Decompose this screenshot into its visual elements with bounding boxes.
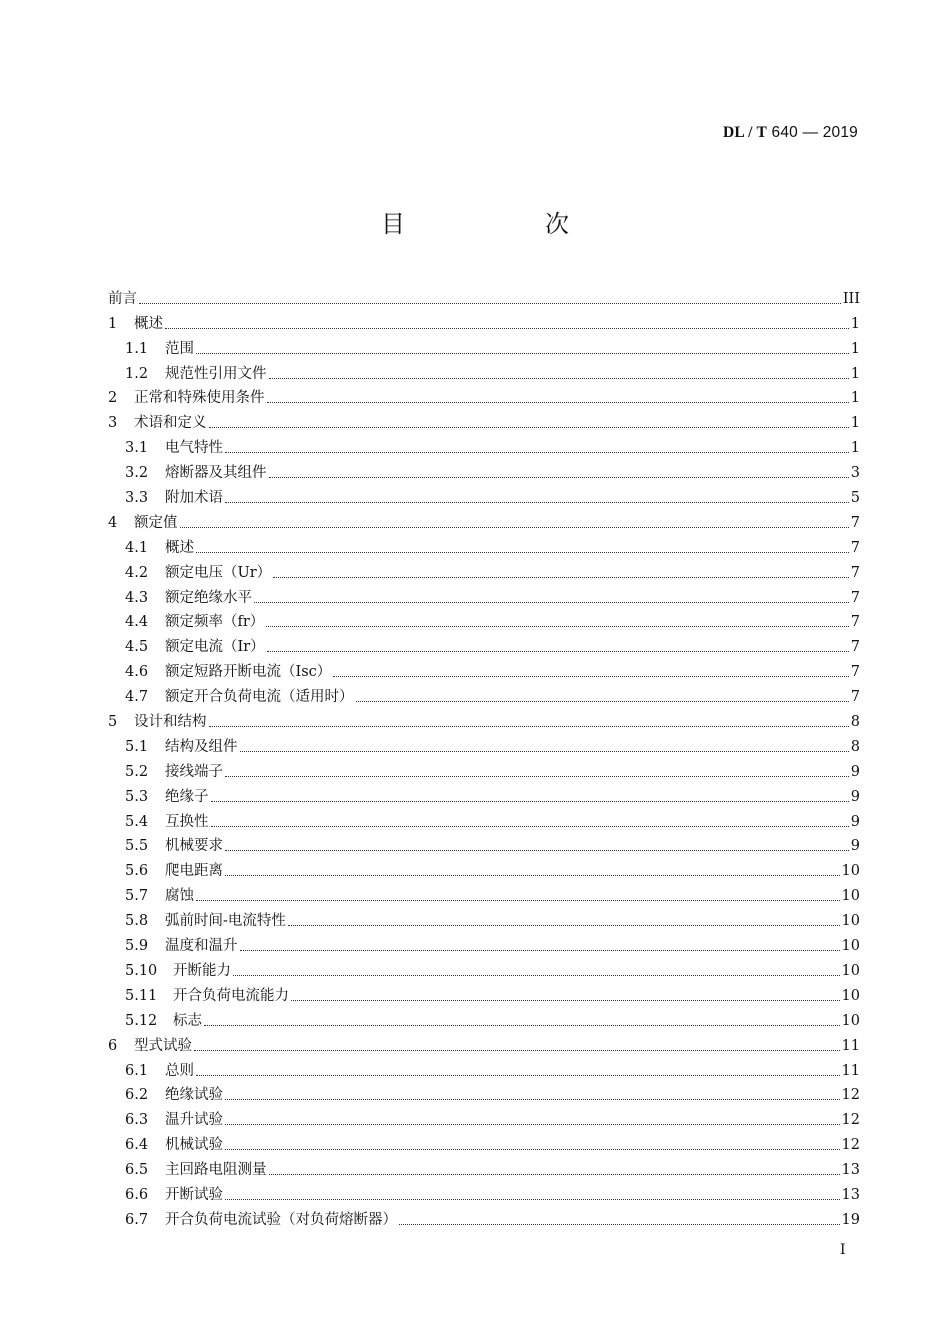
- dot-leader: [240, 949, 840, 951]
- toc-entry-title: 额定电流（Ir）: [165, 639, 265, 656]
- toc-entry[interactable]: [108, 583, 860, 608]
- toc-entry-number: 4.2: [125, 564, 149, 581]
- dot-leader: [225, 849, 849, 851]
- toc-entry[interactable]: [108, 856, 860, 881]
- toc-entry-number: 6.7: [125, 1211, 149, 1228]
- dot-leader: [211, 825, 849, 827]
- toc-entry-number: 1: [108, 315, 118, 332]
- toc-entry-page: 7: [850, 689, 860, 706]
- dot-leader: [225, 1123, 840, 1125]
- toc-entry[interactable]: [108, 483, 860, 508]
- toc-entry-number: 5.1: [125, 738, 149, 755]
- toc-entry-page: 12: [841, 1087, 860, 1104]
- toc-entry-title: 主回路电阻测量: [165, 1162, 267, 1179]
- toc-entry-title: 互换性: [165, 813, 209, 830]
- dot-leader: [209, 426, 849, 428]
- toc-entry-page: 5: [850, 490, 860, 507]
- toc-entry[interactable]: [108, 408, 860, 433]
- dot-leader: [196, 551, 849, 553]
- toc-entry[interactable]: [108, 359, 860, 384]
- standard-code: [723, 124, 858, 142]
- toc-entry-title: 正常和特殊使用条件: [134, 390, 265, 407]
- toc-entry-number: 5.12: [125, 1012, 158, 1029]
- toc-entry-title: 接线端子: [165, 763, 223, 780]
- toc-entry-title: 结构及组件: [165, 738, 238, 755]
- toc-entry[interactable]: [108, 1081, 860, 1106]
- dot-leader: [356, 700, 849, 702]
- toc-entry[interactable]: [108, 807, 860, 832]
- dot-leader: [254, 601, 849, 603]
- toc-entry-title: 开合负荷电流试验（对负荷熔断器）: [165, 1211, 397, 1228]
- toc-entry[interactable]: [108, 1130, 860, 1155]
- toc-entry[interactable]: [108, 956, 860, 981]
- toc-entry-number: 4.7: [125, 689, 149, 706]
- dot-leader: [269, 1173, 840, 1175]
- dot-leader: [267, 650, 849, 652]
- toc-entry[interactable]: [108, 832, 860, 857]
- toc-entry[interactable]: [108, 384, 860, 409]
- toc-entry-number: 6: [108, 1037, 118, 1054]
- toc-entry-page: 10: [841, 987, 860, 1004]
- dot-leader: [225, 451, 849, 453]
- toc-entry-page: 7: [850, 614, 860, 631]
- toc-entry-page: 9: [850, 763, 860, 780]
- toc-entry-number: 5.6: [125, 863, 149, 880]
- dot-leader: [273, 576, 849, 578]
- toc-entry-title: 型式试验: [134, 1037, 192, 1054]
- page-title: 目 次: [381, 210, 627, 238]
- standard-number: 640 — 2019: [771, 124, 858, 141]
- toc-entry-number: 5.11: [125, 987, 158, 1004]
- toc-entry-number: 6.3: [125, 1112, 149, 1129]
- toc-entry-number: 3.3: [125, 490, 149, 507]
- toc-entry-page: 10: [841, 913, 860, 930]
- toc-entry-title: 标志: [173, 1012, 202, 1029]
- dot-leader: [225, 874, 840, 876]
- toc-entry-page: 3: [850, 465, 860, 482]
- toc-entry-page: 7: [850, 589, 860, 606]
- toc-entry-title: 额定电压（Ur）: [165, 564, 272, 581]
- toc-entry-page: 10: [841, 938, 860, 955]
- toc-entry-page: 7: [850, 539, 860, 556]
- dot-leader: [196, 899, 840, 901]
- toc-entry-title: 额定值: [134, 514, 178, 531]
- toc-entry-number: 5.7: [125, 888, 149, 905]
- toc-entry-title: 开断试验: [165, 1186, 223, 1203]
- toc-entry-number: 2: [108, 390, 118, 407]
- toc-entry-page: 12: [841, 1137, 860, 1154]
- toc-entry-page: 11: [841, 1062, 860, 1079]
- dot-leader: [267, 401, 849, 403]
- toc-entry[interactable]: [108, 334, 860, 359]
- dot-leader: [209, 725, 849, 727]
- dot-leader: [269, 377, 849, 379]
- toc-entry-page: 1: [850, 415, 860, 432]
- toc-entry-number: 5.8: [125, 913, 149, 930]
- toc-entry[interactable]: [108, 1105, 860, 1130]
- toc-entry[interactable]: [108, 1205, 860, 1230]
- toc-entry-page: 1: [850, 340, 860, 357]
- toc-entry-page: 8: [850, 738, 860, 755]
- toc-entry-title: 腐蚀: [165, 888, 194, 905]
- toc-entry-page: III: [842, 290, 860, 307]
- toc-entry[interactable]: [108, 682, 860, 707]
- dot-leader: [288, 924, 840, 926]
- toc-entry[interactable]: [108, 1031, 860, 1056]
- toc-entry-title: 范围: [165, 340, 194, 357]
- toc-entry[interactable]: [108, 881, 860, 906]
- toc-entry-title: 额定开合负荷电流（适用时）: [165, 689, 354, 706]
- dot-leader: [225, 1198, 840, 1200]
- toc-entry-number: 6.2: [125, 1087, 149, 1104]
- toc-entry[interactable]: [108, 657, 860, 682]
- toc-entry-page: 10: [841, 1012, 860, 1029]
- toc-entry[interactable]: [108, 1180, 860, 1205]
- dot-leader: [165, 327, 849, 329]
- toc-entry-page: 10: [841, 888, 860, 905]
- toc-entry-title: 绝缘子: [165, 788, 209, 805]
- toc-entry[interactable]: [108, 782, 860, 807]
- dot-leader: [225, 775, 849, 777]
- toc-entry-number: 6.4: [125, 1137, 149, 1154]
- dot-leader: [266, 625, 848, 627]
- toc-entry-page: 7: [850, 564, 860, 581]
- toc-entry-number: 4.6: [125, 664, 149, 681]
- toc-entry-number: 3.2: [125, 465, 149, 482]
- toc-entry-page: 9: [850, 788, 860, 805]
- toc-entry-page: 12: [841, 1112, 860, 1129]
- toc-entry-page: 9: [850, 813, 860, 830]
- toc-entry-page: 1: [850, 315, 860, 332]
- toc-entry[interactable]: [108, 558, 860, 583]
- dot-leader: [194, 1049, 840, 1051]
- toc-entry-number: 3.1: [125, 440, 149, 457]
- toc-entry-page: 1: [850, 365, 860, 382]
- toc-entry[interactable]: [108, 284, 860, 309]
- toc-entry-number: 4.4: [125, 614, 149, 631]
- toc-entry-number: 1.2: [125, 365, 149, 382]
- toc-entry-title: 弧前时间-电流特性: [165, 913, 286, 930]
- toc-entry-page: 7: [850, 664, 860, 681]
- dot-leader: [240, 750, 849, 752]
- toc-entry[interactable]: [108, 1155, 860, 1180]
- toc-entry-title: 概述: [165, 539, 194, 556]
- toc-entry-title: 概述: [134, 315, 163, 332]
- toc-entry-title: 机械要求: [165, 838, 223, 855]
- dot-leader: [204, 1024, 840, 1026]
- toc-entry[interactable]: [108, 608, 860, 633]
- toc-entry-page: 9: [850, 838, 860, 855]
- standard-prefix: DL / T: [723, 124, 768, 141]
- toc-entry-number: 4.5: [125, 639, 149, 656]
- toc-entry-number: 4: [108, 514, 118, 531]
- toc-entry[interactable]: [108, 632, 860, 657]
- toc-entry-title: 开断能力: [173, 962, 231, 979]
- toc-entry-title: 绝缘试验: [165, 1087, 223, 1104]
- toc-entry-title: 额定短路开断电流（Isc）: [165, 664, 332, 681]
- toc-entry-page: 1: [850, 440, 860, 457]
- dot-leader: [225, 1098, 840, 1100]
- toc-entry-number: 5.4: [125, 813, 149, 830]
- toc-entry-number: 1.1: [125, 340, 149, 357]
- toc-entry[interactable]: [108, 508, 860, 533]
- toc-entry-page: 11: [841, 1037, 860, 1054]
- toc-entry-page: 7: [850, 514, 860, 531]
- toc-entry[interactable]: [108, 533, 860, 558]
- toc-entry-title: 额定频率（fr）: [165, 614, 265, 631]
- page-number: I: [840, 1242, 846, 1258]
- toc-entry[interactable]: [108, 707, 860, 732]
- dot-leader: [291, 999, 840, 1001]
- toc-entry-title: 温升试验: [165, 1112, 223, 1129]
- toc-entry-title: 规范性引用文件: [165, 365, 267, 382]
- toc-entry-number: 5.5: [125, 838, 149, 855]
- toc-entry[interactable]: [108, 433, 860, 458]
- dot-leader: [180, 526, 849, 528]
- toc-entry-number: 3: [108, 415, 118, 432]
- dot-leader: [139, 302, 841, 304]
- toc-entry[interactable]: [108, 1006, 860, 1031]
- toc-entry-number: 4.1: [125, 539, 149, 556]
- toc-entry-title: 开合负荷电流能力: [173, 987, 289, 1004]
- toc-entry-title: 电气特性: [165, 440, 223, 457]
- toc-entry-number: 5.2: [125, 763, 149, 780]
- toc-entry[interactable]: [108, 458, 860, 483]
- toc-entry-page: 19: [841, 1211, 860, 1228]
- toc-entry-number: 4.3: [125, 589, 149, 606]
- dot-leader: [211, 800, 849, 802]
- toc-entry-page: 10: [841, 863, 860, 880]
- table-of-contents: [108, 284, 860, 1230]
- toc-entry-title: 附加术语: [165, 490, 223, 507]
- toc-entry-title: 机械试验: [165, 1137, 223, 1154]
- toc-entry-number: 6.1: [125, 1062, 149, 1079]
- toc-entry[interactable]: [108, 981, 860, 1006]
- toc-entry-title: 总则: [165, 1062, 194, 1079]
- toc-entry-page: 13: [841, 1186, 860, 1203]
- toc-entry-page: 1: [850, 390, 860, 407]
- dot-leader: [196, 352, 849, 354]
- dot-leader: [233, 974, 840, 976]
- dot-leader: [196, 1074, 840, 1076]
- toc-entry[interactable]: [108, 906, 860, 931]
- dot-leader: [269, 476, 849, 478]
- toc-entry-page: 8: [850, 714, 860, 731]
- toc-entry[interactable]: [108, 732, 860, 757]
- dot-leader: [225, 1148, 840, 1150]
- toc-entry-number: 6.6: [125, 1186, 149, 1203]
- toc-entry-page: 13: [841, 1162, 860, 1179]
- toc-entry-title: 前言: [108, 290, 137, 307]
- toc-entry-title: 温度和温升: [165, 938, 238, 955]
- dot-leader: [333, 675, 848, 677]
- toc-entry[interactable]: [108, 309, 860, 334]
- toc-entry-title: 爬电距离: [165, 863, 223, 880]
- toc-entry-title: 设计和结构: [134, 714, 207, 731]
- dot-leader: [399, 1223, 840, 1225]
- toc-entry-title: 熔断器及其组件: [165, 465, 267, 482]
- toc-entry-number: 5: [108, 714, 118, 731]
- toc-entry-number: 5.10: [125, 962, 158, 979]
- toc-entry-title: 额定绝缘水平: [165, 589, 252, 606]
- toc-entry-title: 术语和定义: [134, 415, 207, 432]
- toc-entry[interactable]: [108, 931, 860, 956]
- toc-entry-number: 6.5: [125, 1162, 149, 1179]
- toc-entry[interactable]: [108, 1056, 860, 1081]
- toc-entry-number: 5.9: [125, 938, 149, 955]
- toc-entry[interactable]: [108, 757, 860, 782]
- toc-entry-page: 7: [850, 639, 860, 656]
- toc-entry-page: 10: [841, 962, 860, 979]
- toc-entry-number: 5.3: [125, 788, 149, 805]
- dot-leader: [225, 501, 849, 503]
